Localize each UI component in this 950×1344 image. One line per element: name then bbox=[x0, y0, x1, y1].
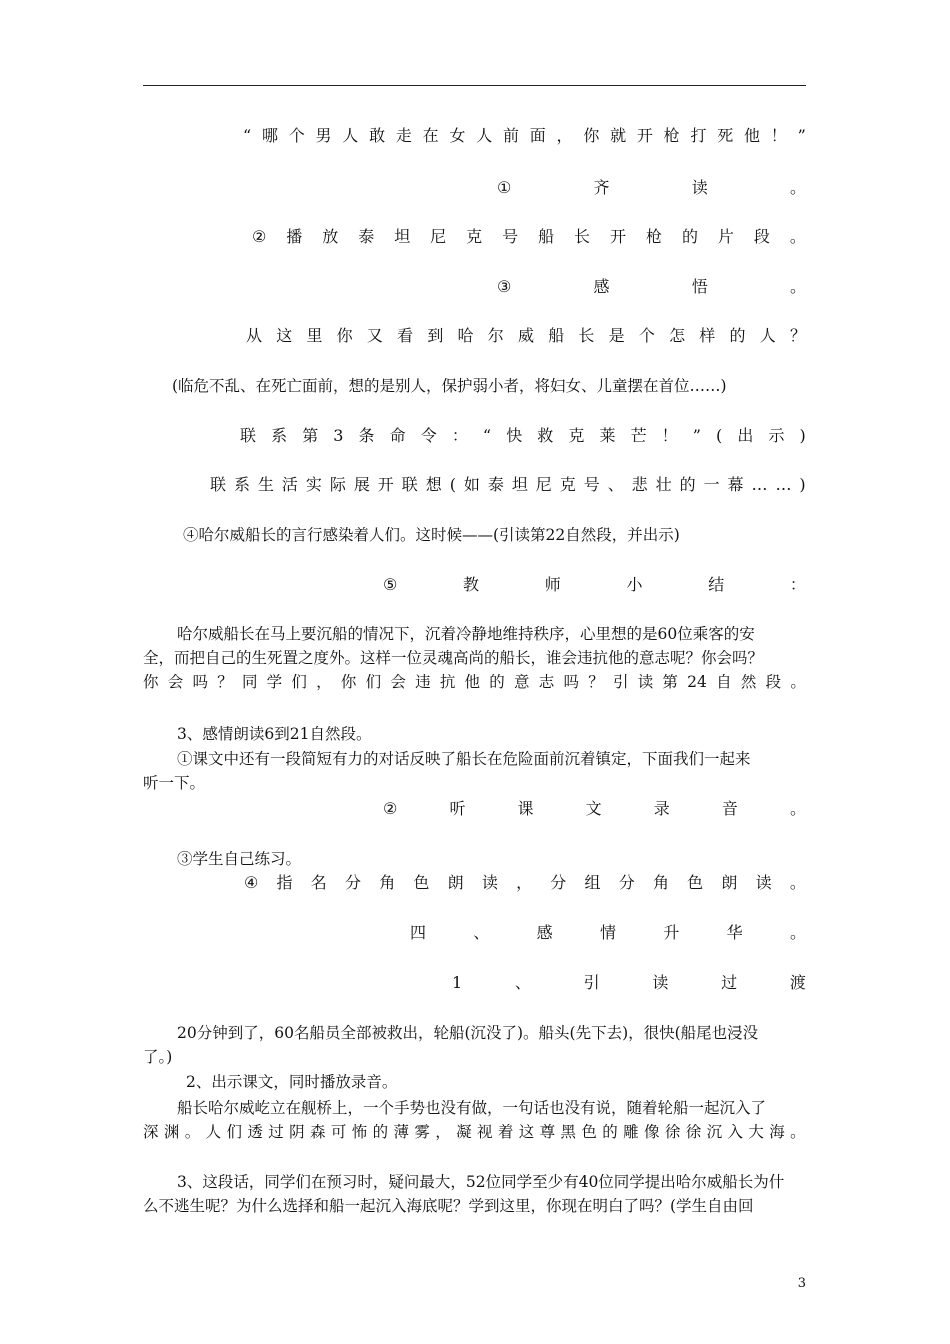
show-text-line: 2、出示课文，同时播放录音。 bbox=[186, 1073, 398, 1091]
section-3-heading: 3、感情朗读6到21自然段。 bbox=[177, 725, 372, 743]
teacher-summary-heading: ⑤ 教 师 小 结 ： bbox=[383, 575, 806, 594]
question-line: 从 这 里 你 又 看 到 哈 尔 威 船 长 是 个 怎 样 的 人 ？ bbox=[246, 326, 806, 345]
quote-line: “ 哪 个 男 人 敢 走 在 女 人 前 面 ， 你 就 开 枪 打 死 他 ！ ” bbox=[243, 126, 806, 145]
step-play-clip: ② 播 放 泰 坦 尼 克 号 船 长 开 枪 的 片 段 。 bbox=[252, 227, 806, 246]
page-number: 3 bbox=[797, 1276, 806, 1291]
section-4-heading: 四 、 感 情 升 华 。 bbox=[410, 923, 806, 942]
guided-transition-heading: 1 、 引 读 过 渡 bbox=[452, 973, 806, 992]
step-read-together: ① 齐 读 。 bbox=[497, 178, 806, 197]
step-feel: ③ 感 悟 。 bbox=[497, 277, 806, 296]
header-rule bbox=[143, 85, 806, 86]
question-paragraph: 3、这段话，同学们在预习时，疑问最大，52位同学至少有40位同学提出哈尔威船长为什 么不逃生呢？为什么选择和船一起沉入海底呢？学到这里，你现在明白了吗？(学生自由回 bbox=[143, 1173, 785, 1215]
step-self-practice: ③学生自己练习。 bbox=[177, 850, 302, 868]
step-listen-recording: ② 听 课 文 录 音 。 bbox=[383, 799, 806, 818]
sinking-paragraph: 20分钟到了，60名船员全部被救出，轮船(沉没了)。船头(先下去)，很快(船尾也浸没 了。) bbox=[143, 1024, 759, 1066]
guided-reading-line: ④哈尔威船长的言行感染着人们。这时候——(引读第22自然段，并出示) bbox=[183, 526, 680, 544]
summary-paragraph: 哈尔威船长在马上要沉船的情况下，沉着冷静地维持秩序，心里想的是60位乘客的安 全，而把自己的生死置之度外。这样一位灵魂高尚的船长，谁会违抗他的意志呢？你会吗？ 你 会 吗 ？ 同 学 们 ， 你 们 会 违 抗 他 的 意 志 吗 ？ 引 读 第 24 自 然 段 。 bbox=[143, 625, 806, 691]
order-three-line: 联 系 第 3 条 命 令 ： “ 快 救 克 莱 芒 ！ ” ( 出 示 ) bbox=[240, 426, 806, 445]
captain-paragraph: 船长哈尔威屹立在舰桥上，一个手势也没有做，一句话也没有说，随着轮船一起沉入了 深 渊 。 人 们 透 过 阴 森 可 怖 的 薄 雾 ， 凝 视 着 这 尊 黑 色 的 雕 像 徐 徐 沉 入 大 海 。 bbox=[143, 1099, 806, 1141]
step-role-reading: ④ 指 名 分 角 色 朗 读 ， 分 组 分 角 色 朗 读 。 bbox=[244, 873, 806, 892]
dialogue-paragraph: ①课文中还有一段简短有力的对话反映了船长在危险面前沉着镇定，下面我们一起来 听一下。 bbox=[143, 750, 751, 792]
answer-line: (临危不乱、在死亡面前，想的是别人，保护弱小者，将妇女、儿童摆在首位……) bbox=[172, 377, 727, 395]
life-connection-line: 联 系 生 活 实 际 展 开 联 想 ( 如 泰 坦 尼 克 号 、 悲 壮 的 一 幕 … … ) bbox=[210, 475, 806, 494]
